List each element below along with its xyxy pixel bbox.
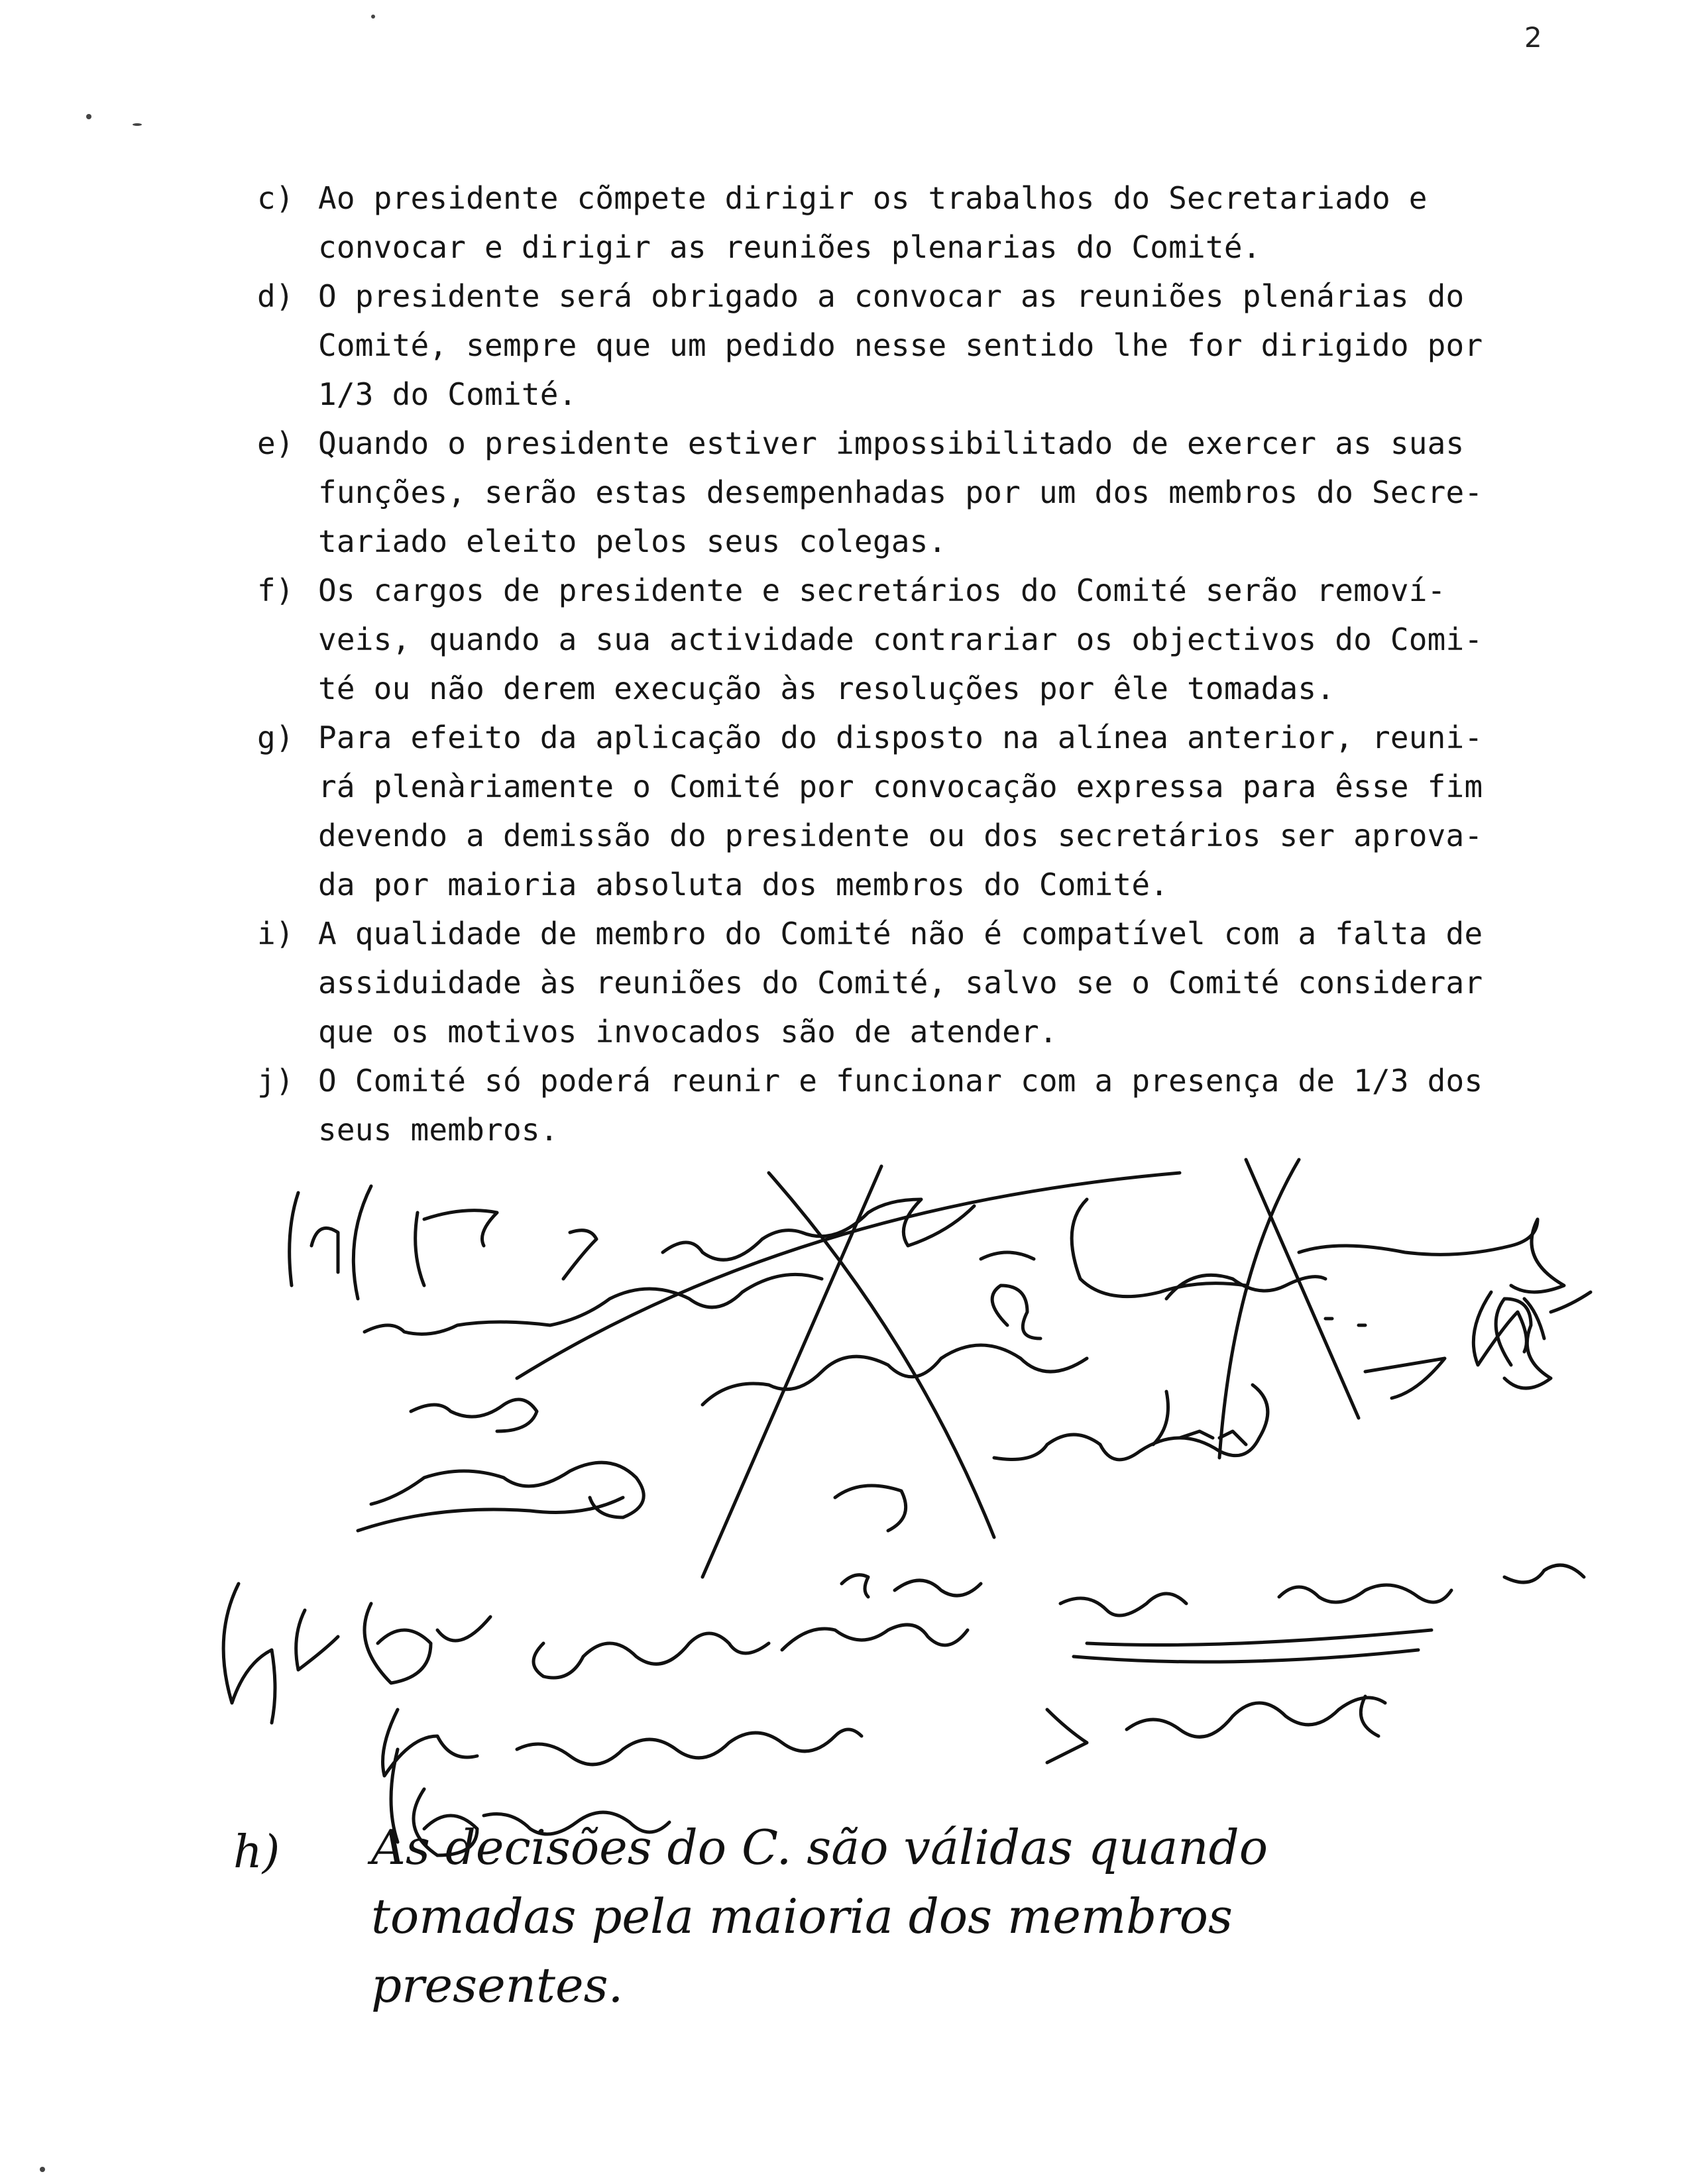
clause-line: Quando o presidente estiver impossibilitado de exercer as suas: [318, 425, 1465, 461]
clause-line: Ao presidente cõmpete dirigir os trabalhos do Secretariado e: [318, 180, 1428, 216]
clause-line: que os motivos invocados são de atender.: [318, 1014, 1058, 1050]
handwritten-clause-marker: h): [233, 1826, 280, 1879]
clause-marker: f): [257, 573, 294, 608]
clause-line: tariado eleito pelos seus colegas.: [318, 523, 947, 559]
handwritten-line: presentes.: [371, 1957, 624, 2013]
clause-line: Comité, sempre que um pedido nesse sentido lhe for dirigido por: [318, 327, 1483, 363]
clause-line: assiduidade às reuniões do Comité, salvo se o Comité considerar: [318, 965, 1483, 1001]
scan-speck: [86, 114, 91, 119]
clause-line: O presidente será obrigado a convocar as reuniões plenárias do: [318, 278, 1465, 314]
clause-marker: c): [257, 180, 294, 216]
clause-line: devendo a demissão do presidente ou dos secretários ser aprova-: [318, 818, 1483, 853]
clause-marker: e): [257, 425, 294, 461]
clause-marker: j): [257, 1063, 294, 1099]
handwritten-clause: [371, 1813, 1630, 2020]
clause-line: O Comité só poderá reunir e funcionar com a presença de 1/3 dos: [318, 1063, 1483, 1099]
scan-speck: [40, 2167, 45, 2172]
clause-line: veis, quando a sua actividade contrariar os objectivos do Comi-: [318, 622, 1483, 657]
clause-line: Os cargos de presidente e secretários do Comité serão removí-: [318, 573, 1446, 608]
clause-marker: d): [257, 278, 294, 314]
clause-line: A qualidade de membro do Comité não é compatível com a falta de: [318, 916, 1483, 952]
clause-line: convocar e dirigir as reuniões plenarias do Comité.: [318, 229, 1261, 265]
clause-line: seus membros.: [318, 1112, 559, 1148]
scan-speck: [371, 15, 375, 19]
clause-line: funções, serão estas desempenhadas por um dos membros do Secre-: [318, 474, 1483, 510]
clause-line: rá plenàriamente o Comité por convocação expressa para êsse fim: [318, 769, 1483, 804]
page-number: 2: [1524, 21, 1542, 54]
clause-line: da por maioria absoluta dos membros do Comité.: [318, 867, 1169, 902]
clause-line: 1/3 do Comité.: [318, 376, 577, 412]
scan-speck: [133, 123, 142, 126]
clause-line: té ou não derem execução às resoluções por êle tomadas.: [318, 671, 1335, 706]
handwritten-line: As decisões do C. são válidas quando: [371, 1820, 1268, 1875]
clause-line: Para efeito da aplicação do disposto na alínea anterior, reuni-: [318, 720, 1483, 755]
clause-marker: g): [257, 720, 294, 755]
clause-marker: i): [257, 916, 294, 952]
handwritten-line: tomadas pela maioria dos membros: [371, 1888, 1233, 1944]
